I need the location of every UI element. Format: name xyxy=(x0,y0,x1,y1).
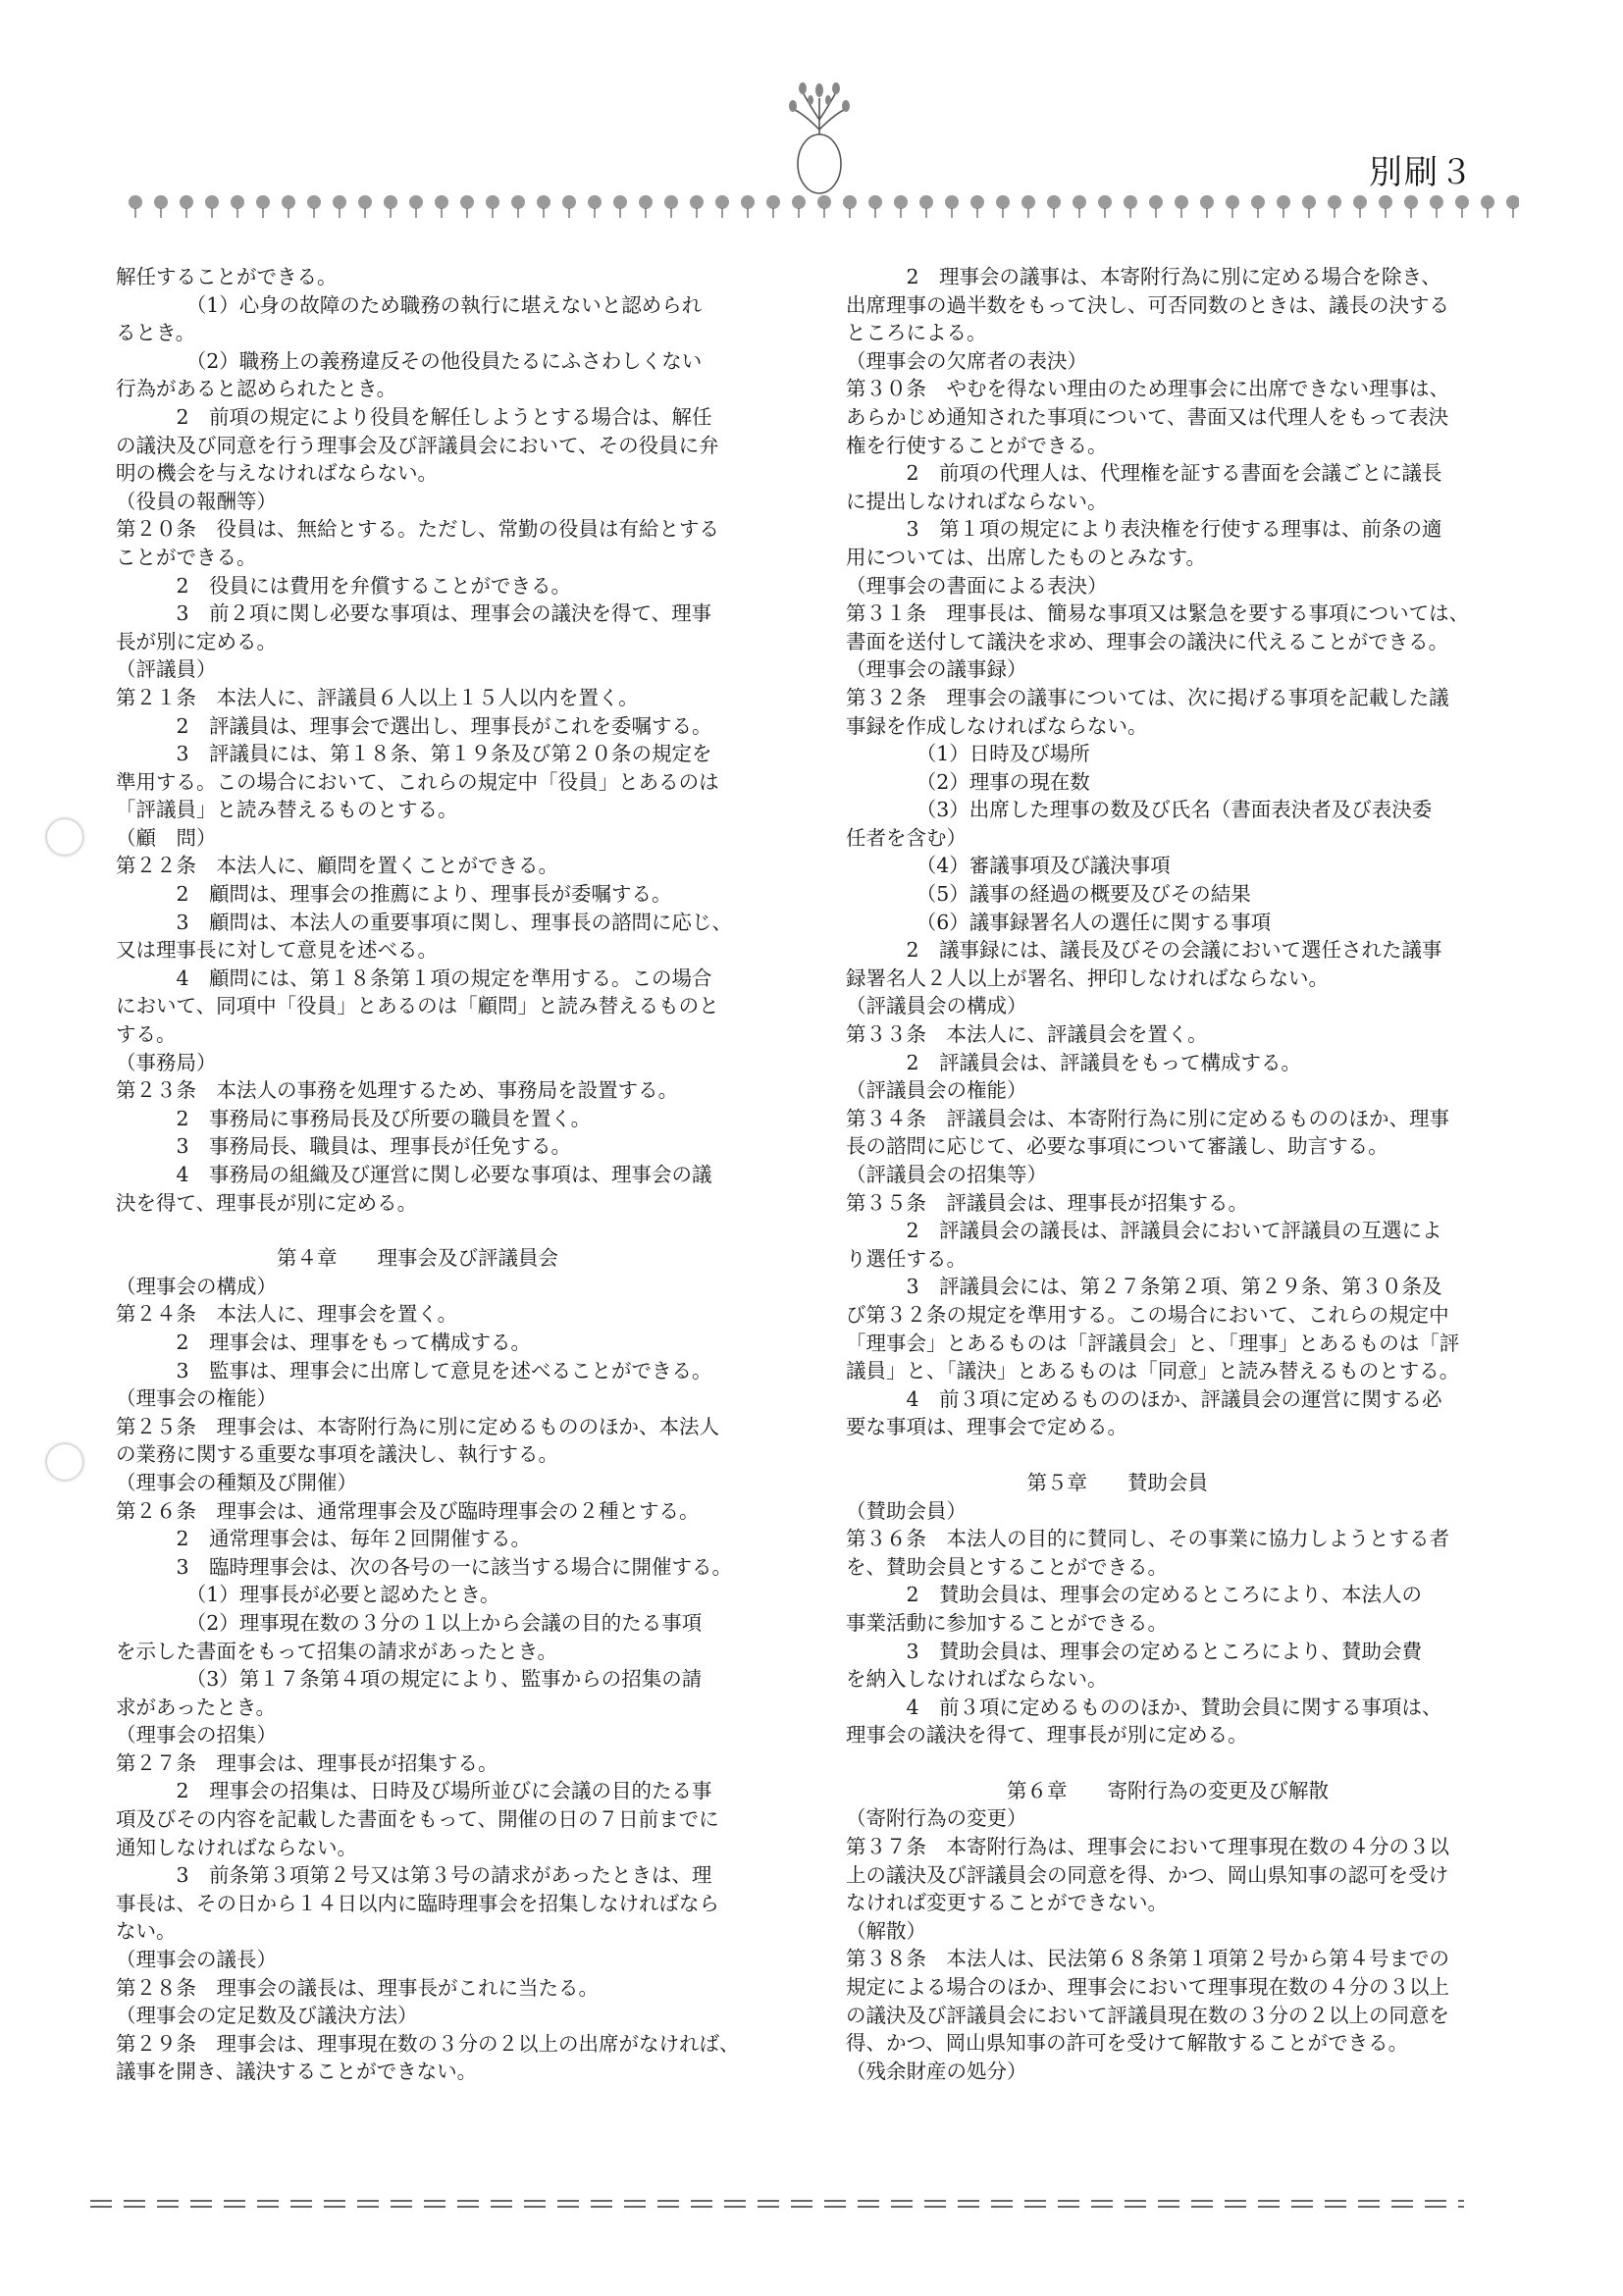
text-line: ところによる。 xyxy=(846,321,987,345)
tree-icon xyxy=(741,195,755,218)
article-heading: （残余財産の処分） xyxy=(846,2059,1027,2083)
tree-icon xyxy=(1073,195,1086,218)
article-heading: （理事会の議事録） xyxy=(846,657,1027,682)
text-line: 要な事項は、理事会で定める。 xyxy=(846,1415,1127,1439)
article-heading: （理事会の招集） xyxy=(116,1723,277,1748)
text-line: 第３１条 理事長は、簡易な事項又は緊急を要する事項については、 xyxy=(846,601,1470,626)
tree-icon xyxy=(1200,195,1214,218)
article-heading: （理事会の権能） xyxy=(116,1386,277,1411)
text-line: 第２５条 理事会は、本寄附行為に別に定めるもののほか、本法人 xyxy=(116,1414,719,1438)
text-line: 2 事務局に事務局長及び所要の職員を置く。 xyxy=(116,1106,592,1130)
text-line: 第３５条 評議員会は、理事長が招集する。 xyxy=(846,1190,1248,1215)
text-line: 2 前項の代理人は、代理権を証する書面を会議ごとに議長 xyxy=(846,461,1442,486)
text-line: 第２３条 本法人の事務を処理するため、事務局を設置する。 xyxy=(116,1078,679,1103)
article-heading: （評議員会の招集等） xyxy=(846,1163,1047,1186)
text-line: 第２１条 本法人に、評議員６人以上１５人以内を置く。 xyxy=(116,685,639,709)
article-heading: （事務局） xyxy=(116,1050,217,1074)
text-line: （4）審議事項及び議決事項 xyxy=(846,854,1171,878)
text-line: 上の議決及び評議員会の同意を得、かつ、岡山県知事の認可を受け xyxy=(846,1862,1449,1887)
text-line: 3 臨時理事会は、次の各号の一に該当する場合に開催する。 xyxy=(116,1554,733,1579)
text-line: 4 事務局の組織及び運営に関し必要な事項は、理事会の議 xyxy=(116,1163,712,1186)
text-line: において、同項中「役員」とあるのは「顧問」と読み替えるものと xyxy=(116,994,719,1018)
text-line: 長が別に定める。 xyxy=(116,629,277,653)
text-line: 第２８条 理事会の議長は、理事長がこれに当たる。 xyxy=(116,1975,599,2000)
tree-icon xyxy=(358,195,372,218)
text-line: （2）職務上の義務違反その他役員たるにふさわしくない xyxy=(116,348,703,373)
text-line: 任者を含む） xyxy=(846,825,967,850)
tree-icon xyxy=(766,195,780,218)
text-line: 2 通常理事会は、毎年２回開催する。 xyxy=(116,1527,532,1551)
text-line: （6）議事録署名人の選任に関する事項 xyxy=(846,910,1272,934)
tree-icon xyxy=(537,195,550,218)
chapter-title: 第６章 寄附行為の変更及び解散 xyxy=(846,1778,1329,1802)
text-line: 2 役員には費用を弁償することができる。 xyxy=(116,573,572,598)
tree-icon xyxy=(817,195,831,218)
text-line: 第３８条 本法人は、民法第６８条第１項第２号から第４号までの xyxy=(846,1947,1449,1971)
tree-icon xyxy=(384,195,397,218)
tree-icon xyxy=(1226,195,1239,218)
text-line: 第３７条 本寄附行為は、理事会において理事現在数の４分の３以 xyxy=(846,1835,1449,1859)
text-line: 第３２条 理事会の議事については、次に掲げる事項を記載した議 xyxy=(846,685,1449,709)
text-line: に提出しなければならない。 xyxy=(846,489,1108,513)
punch-hole xyxy=(47,1444,82,1480)
tree-icon xyxy=(1302,195,1316,218)
tree-icon xyxy=(945,195,959,218)
text-line: 「評議員」と読み替えるものとする。 xyxy=(116,798,458,822)
tree-icon xyxy=(588,195,602,218)
text-line: 用については、出席したものとみなす。 xyxy=(846,545,1206,569)
text-line: 第３０条 やむを得ない理由のため理事会に出席できない理事は、 xyxy=(846,377,1449,401)
text-line: 2 前項の規定により役員を解任しようとする場合は、解任 xyxy=(116,404,712,429)
tree-icon xyxy=(435,195,448,218)
tree-icon xyxy=(1251,195,1265,218)
tree-icon xyxy=(1021,195,1035,218)
text-line: 第２４条 本法人に、理事会を置く。 xyxy=(116,1302,458,1327)
text-line: を、賛助会員とすることができる。 xyxy=(846,1554,1168,1579)
text-line: 2 評議員会の議長は、評議員会において評議員の互選によ xyxy=(846,1219,1442,1243)
text-line: び第３２条の規定を準用する。この場合において、これらの規定中 xyxy=(846,1302,1449,1327)
text-line: 事録を作成しなければならない。 xyxy=(846,713,1148,738)
text-line: ことができる。 xyxy=(116,545,257,569)
text-line: （1）日時及び場所 xyxy=(846,742,1090,766)
text-line: 第２９条 理事会は、理事現在数の３分の２以上の出席がなければ、 xyxy=(116,2031,740,2056)
tree-icon xyxy=(919,195,933,218)
tree-icon xyxy=(613,195,627,218)
text-line: 求があったとき。 xyxy=(116,1695,276,1719)
article-heading: （賛助会員） xyxy=(846,1498,967,1523)
text-line: 2 評議員は、理事会で選出し、理事長がこれを委嘱する。 xyxy=(116,713,712,738)
text-line: 得、かつ、岡山県知事の許可を受けて解散することができる。 xyxy=(846,2031,1409,2056)
article-heading: （評議員会の構成） xyxy=(846,994,1027,1018)
chapter-title: 第４章 理事会及び評議員会 xyxy=(116,1246,558,1271)
text-line: 3 賛助会員は、理事会の定めるところにより、賛助会費 xyxy=(846,1639,1423,1663)
article-heading: （理事会の定足数及び議決方法） xyxy=(116,2004,418,2028)
tree-icon xyxy=(1098,195,1112,218)
tree-icon xyxy=(307,195,321,218)
text-line: 3 前２項に関し必要な事項は、理事会の議決を得て、理事 xyxy=(116,601,712,626)
text-line: 4 前３項に定めるもののほか、評議員会の運営に関する必 xyxy=(846,1386,1442,1411)
text-line: 議員」と、「議決」とあるものは「同意」と読み替えるものとする。 xyxy=(846,1359,1460,1383)
text-line: 明の機会を与えなければならない。 xyxy=(116,461,438,486)
punch-hole xyxy=(47,819,82,855)
article-heading: （役員の報酬等） xyxy=(116,489,277,513)
text-line: 3 評議員会には、第２７条第２項、第２９条、第３０条及 xyxy=(846,1275,1442,1299)
article-heading: （寄附行為の変更） xyxy=(846,1806,1027,1831)
text-line: 出席理事の過半数をもって決し、可否同数のときは、議長の決する xyxy=(846,292,1449,317)
tree-icon xyxy=(409,195,423,218)
text-line: るとき。 xyxy=(116,321,196,345)
text-line: 通知しなければならない。 xyxy=(116,1835,357,1859)
tree-icon xyxy=(1149,195,1163,218)
text-line: を示した書面をもって招集の請求があったとき。 xyxy=(116,1639,557,1663)
tree-icon xyxy=(1328,195,1341,218)
text-line: 第３３条 本法人に、評議員会を置く。 xyxy=(846,1022,1208,1047)
tree-icon xyxy=(970,195,984,218)
section-gap xyxy=(846,1749,1515,1765)
text-line: 3 事務局長、職員は、理事長が任免する。 xyxy=(116,1134,572,1159)
double-dash-rule-icon xyxy=(90,2198,1464,2210)
tree-icon xyxy=(460,195,474,218)
text-line: 決を得て、理事長が別に定める。 xyxy=(116,1190,418,1215)
text-line: 事長は、その日から１４日以内に臨時理事会を招集しなければなら xyxy=(116,1891,719,1915)
tree-icon xyxy=(894,195,908,218)
tree-row-border-icon xyxy=(126,188,1519,224)
section-gap xyxy=(846,1441,1515,1457)
tree-icon xyxy=(282,195,295,218)
text-line: の議決及び同意を行う理事会及び評議員会において、その役員に弁 xyxy=(116,433,719,457)
tree-icon xyxy=(1506,195,1519,218)
text-line: （5）議事の経過の概要及びその結果 xyxy=(846,882,1251,907)
text-line: （2）理事現在数の３分の１以上から会議の目的たる事項 xyxy=(116,1610,703,1635)
tree-icon xyxy=(180,195,193,218)
text-line: 項及びその内容を記載した書面をもって、開催の日の７日前までに xyxy=(116,1807,719,1832)
article-heading: （理事会の構成） xyxy=(116,1274,277,1298)
tree-icon xyxy=(1047,195,1061,218)
tree-icon xyxy=(129,195,142,218)
tree-icon xyxy=(843,195,857,218)
text-line: なければ変更することができない。 xyxy=(846,1891,1168,1915)
text-line: 規定による場合のほか、理事会において理事現在数の４分の３以上 xyxy=(846,1975,1449,2000)
text-line: 行為があると認められたとき。 xyxy=(116,377,397,401)
text-line: 4 顧問には、第１８条第１項の規定を準用する。この場合 xyxy=(116,965,712,990)
tree-icon xyxy=(868,195,882,218)
article-heading: （顧 問） xyxy=(116,825,217,850)
text-line: 2 議事録には、議長及びその会議において選任された議事 xyxy=(846,938,1442,963)
tree-icon xyxy=(486,195,499,218)
tree-icon xyxy=(1430,195,1443,218)
chapter-title: 第５章 賛助会員 xyxy=(846,1470,1208,1494)
text-line: 3 評議員には、第１８条、第１９条及び第２０条の規定を xyxy=(116,742,712,766)
text-line: 長の諮問に応じて、必要な事項について審議し、助言する。 xyxy=(846,1134,1388,1159)
tree-icon xyxy=(664,195,678,218)
text-line: （1）心身の故障のため職務の執行に堪えないと認められ xyxy=(116,292,703,317)
text-line: 2 評議員会は、評議員をもって構成する。 xyxy=(846,1050,1302,1074)
text-line: 第２７条 理事会は、理事長が招集する。 xyxy=(116,1750,498,1775)
text-line: 第３６条 本法人の目的に賛同し、その事業に協力しようとする者 xyxy=(846,1527,1449,1551)
text-line: （3）第１７条第４項の規定により、監事からの招集の請 xyxy=(116,1667,703,1692)
tree-icon xyxy=(1379,195,1392,218)
tree-icon xyxy=(996,195,1010,218)
text-line: （1）理事長が必要と認めたとき。 xyxy=(116,1583,500,1607)
tree-icon xyxy=(639,195,653,218)
page-label: 別刷３ xyxy=(1369,153,1475,192)
tree-icon xyxy=(690,195,704,218)
text-line: 2 賛助会員は、理事会の定めるところにより、本法人の xyxy=(846,1583,1423,1607)
text-line: 第２０条 役員は、無給とする。ただし、常勤の役員は有給とする xyxy=(116,517,719,542)
text-line: 3 第１項の規定により表決権を行使する理事は、前条の適 xyxy=(846,517,1442,542)
text-line: 3 前条第３項第２号又は第３号の請求があったときは、理 xyxy=(116,1863,712,1888)
tree-icon xyxy=(205,195,219,218)
text-line: の業務に関する重要な事項を議決し、執行する。 xyxy=(116,1442,558,1467)
text-line: 理事会の議決を得て、理事長が別に定める。 xyxy=(846,1723,1248,1748)
text-line: 権を行使することができる。 xyxy=(846,433,1108,457)
text-line: （2）理事の現在数 xyxy=(846,769,1090,794)
right-column xyxy=(846,263,1515,2085)
text-line: あらかじめ通知された事項について、書面又は代理人をもって表決 xyxy=(846,404,1449,429)
left-column xyxy=(116,263,783,2086)
article-heading: （解散） xyxy=(846,1918,926,1943)
tree-icon xyxy=(1277,195,1290,218)
tree-icon xyxy=(1455,195,1469,218)
text-line: 録署名人２人以上が署名、押印しなければならない。 xyxy=(846,965,1329,990)
text-line: 「理事会」とあるものは「評議員会」と、「理事」とあるものは「評 xyxy=(846,1331,1460,1355)
tree-icon xyxy=(1404,195,1418,218)
text-line: 2 顧問は、理事会の推薦により、理事長が委嘱する。 xyxy=(116,882,672,907)
section-gap xyxy=(116,1217,783,1232)
tree-icon xyxy=(792,195,806,218)
tree-icon xyxy=(333,195,346,218)
tree-icon xyxy=(511,195,525,218)
text-line: 解任することができる。 xyxy=(116,265,338,288)
article-heading: （理事会の書面による表決） xyxy=(846,573,1108,598)
text-line: 4 前３項に定めるもののほか、賛助会員に関する事項は、 xyxy=(846,1695,1442,1719)
text-line: 3 顧問は、本法人の重要事項に関し、理事長の諮問に応じ、 xyxy=(116,910,733,934)
text-line: 書面を送付して議決を求め、理事会の議決に代えることができる。 xyxy=(846,629,1449,653)
text-line: 準用する。この場合において、これらの規定中「役員」とあるのは xyxy=(116,769,719,794)
text-line: の議決及び評議員会において評議員現在数の３分の２以上の同意を xyxy=(846,2003,1449,2027)
text-line: り選任する。 xyxy=(846,1246,967,1271)
article-heading: （評議員） xyxy=(116,657,217,682)
text-line: 2 理事会の議事は、本寄附行為に別に定める場合を除き、 xyxy=(846,265,1441,288)
article-heading: （評議員会の権能） xyxy=(846,1078,1027,1103)
article-heading: （理事会の欠席者の表決） xyxy=(846,348,1087,373)
article-heading: （理事会の種類及び開催） xyxy=(116,1470,357,1494)
tree-icon xyxy=(231,195,244,218)
tree-icon xyxy=(154,195,168,218)
text-line: 又は理事長に対して意見を述べる。 xyxy=(116,938,438,963)
text-line: 2 理事会の招集は、日時及び場所並びに会議の目的たる事 xyxy=(116,1779,712,1803)
tree-icon xyxy=(562,195,576,218)
text-line: 事業活動に参加することができる。 xyxy=(846,1610,1168,1635)
text-line: 2 理事会は、理事をもって構成する。 xyxy=(116,1330,532,1354)
text-line: ない。 xyxy=(116,1919,177,1944)
tree-icon xyxy=(1481,195,1494,218)
text-line: 議事を開き、議決することができない。 xyxy=(116,2060,478,2084)
text-line: 第２６条 理事会は、通常理事会及び臨時理事会の２種とする。 xyxy=(116,1498,700,1523)
text-line: 第３４条 評議員会は、本寄附行為に別に定めるもののほか、理事 xyxy=(846,1106,1449,1130)
article-heading: （理事会の議長） xyxy=(116,1948,277,1972)
tree-icon xyxy=(1175,195,1188,218)
text-line: （3）出席した理事の数及び氏名（書面表決者及び表決委 xyxy=(846,798,1433,822)
text-line: を納入しなければならない。 xyxy=(846,1667,1108,1692)
tree-icon xyxy=(715,195,729,218)
tree-icon xyxy=(1353,195,1367,218)
sprout-ring-logo-icon xyxy=(765,71,873,198)
text-line: 第２２条 本法人に、顧問を置くことができる。 xyxy=(116,854,558,878)
tree-icon xyxy=(256,195,270,218)
tree-icon xyxy=(1124,195,1137,218)
text-line: 3 監事は、理事会に出席して意見を述べることができる。 xyxy=(116,1358,712,1383)
text-line: する。 xyxy=(116,1022,177,1047)
